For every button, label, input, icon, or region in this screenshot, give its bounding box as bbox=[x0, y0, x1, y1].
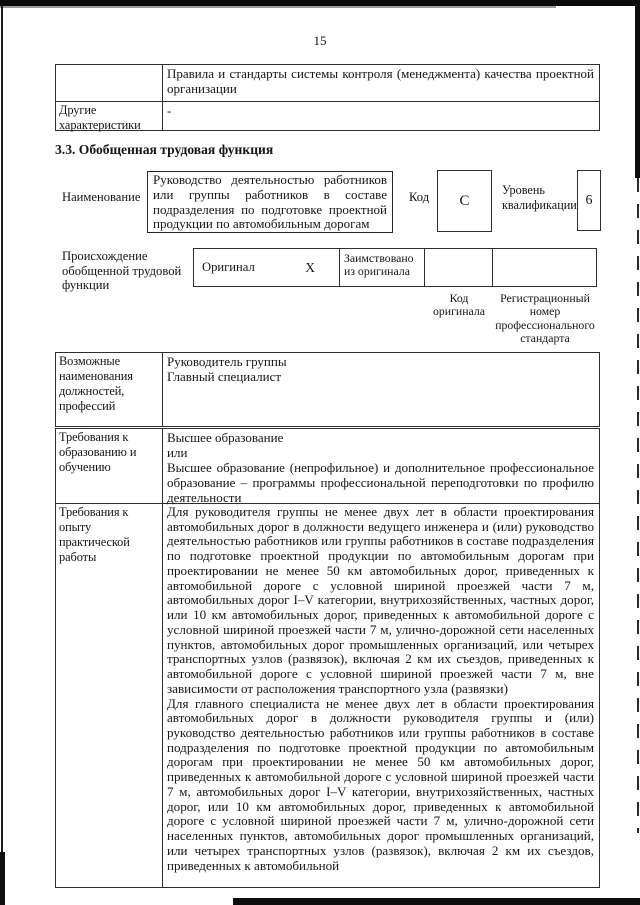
requirements-table bbox=[55, 428, 600, 888]
qualification-level-box: 6 bbox=[577, 170, 601, 231]
job-titles-label: Возможные наименования должностей, профессий bbox=[56, 353, 163, 426]
origin-table bbox=[193, 248, 597, 287]
experience-paragraph: Для руководителя группы не менее двух лет в области проектирования автомобильных дорог в должности ведущего инженера и (или) руководство деятельностью работников или группы работников в составе подразделения по подготовке проектной продукции по автомобильным дорогам при проектировании не менее 50 км автомобильных дорог, приведенных к автомобильной дороге с условной шириной проезжей части 7 м, автомобильных дорог I–V категории, внутрихозяйственных, частных дорог, или 10 км автомобильных дорог, приведенных к автомобильной дороге с условной шириной проезжей части 7 м, улично-дорожной сети населенных пунктов, автомобильных дорог промышленных организаций, или четырех транспортных узлов (развязок), включая 2 км их съездов, приведенных к автомобильной дороге с условной шириной проезжей части 7 м, вне зависимости от расположения транспортного узла (развязки) bbox=[167, 504, 594, 696]
origin-reg-caption: Регистрационный номер профессионального стандарта bbox=[495, 291, 595, 346]
scan-edge-right bbox=[635, 0, 640, 178]
job-title-item: Главный специалист bbox=[167, 369, 282, 385]
other-characteristics-value: - bbox=[167, 103, 172, 118]
experience-paragraph: Для главного специалиста не менее двух лет в области проектирования автомобильных дорог в должности руководителя группы и (или) руководство деятельностью работников или группы работников в составе подразделения по подготовке проектной продукции по автомобильным дорогам при проектировании не менее 50 км автомобильных дорог, приведенных к автомобильной дороге с условной шириной проезжей части 7 м, автомобильных дорог I–V категории, внутрихозяйственных, частных дорог, или 10 км автомобильных дорог, приведенных к автомобильной дороге с условной шириной проезжей части 7 м, улично-дорожной сети населенных пунктов, автомобильных дорог промышленных организаций, или четырех транспортных узлов (развязок), включая 2 км их съездов, приведенных к автомобильной bbox=[167, 695, 594, 873]
scan-edge-bottom bbox=[233, 898, 640, 905]
other-characteristics-label: Другие характеристики bbox=[56, 102, 163, 130]
job-title-item: Руководитель группы bbox=[167, 354, 287, 369]
education-line: Высшее образование bbox=[167, 430, 284, 445]
origin-label: Происхождение обобщенной трудовой функции bbox=[62, 249, 182, 293]
page-number: 15 bbox=[313, 33, 327, 48]
scan-edge-top-smudge bbox=[0, 6, 556, 8]
section-heading: 3.3. Обобщенная трудовая функция bbox=[55, 142, 274, 157]
knowledge-table bbox=[55, 64, 600, 131]
job-titles-values bbox=[163, 353, 599, 426]
origin-reg-cell bbox=[493, 249, 594, 286]
education-line: или bbox=[167, 445, 188, 460]
origin-code-cell bbox=[425, 249, 493, 286]
origin-borrowed-cell: Заимствовано из оригинала bbox=[340, 249, 425, 286]
scan-edge-left-bottom bbox=[0, 852, 5, 905]
knowledge-value-cell: Правила и стандарты системы контроля (менеджмента) качества проектной организации bbox=[163, 65, 599, 102]
scan-edge-left bbox=[1, 6, 3, 905]
function-name-box: Руководство деятельностью работников или группы работников в составе подразделения по подготовке проектной продукции по автомобильным дорогам bbox=[147, 171, 393, 233]
qualification-level-label: Уровень квалификации bbox=[502, 183, 577, 212]
education-requirements-cell bbox=[163, 429, 599, 504]
experience-requirements-cell bbox=[163, 504, 599, 887]
education-line: Высшее образование (непрофильное) и дополнительное профессиональное образование – программы профессиональной переподготовки по профилю деятельности bbox=[167, 460, 594, 505]
experience-requirements-label: Требования к опыту практической работы bbox=[56, 504, 163, 887]
origin-original-label: Оригинал bbox=[202, 259, 255, 274]
education-requirements-label: Требования к образованию и обучению bbox=[56, 429, 163, 504]
code-value-box: С bbox=[437, 170, 492, 232]
origin-original-cell bbox=[194, 249, 340, 286]
origin-original-mark: X bbox=[305, 259, 315, 275]
origin-code-caption: Код оригинала bbox=[432, 291, 486, 319]
job-titles-table bbox=[55, 352, 600, 427]
scan-edge-right-dashed bbox=[637, 178, 639, 833]
name-label: Наименование bbox=[62, 190, 141, 204]
knowledge-empty-label-cell bbox=[56, 65, 163, 102]
code-label: Код bbox=[409, 190, 430, 204]
